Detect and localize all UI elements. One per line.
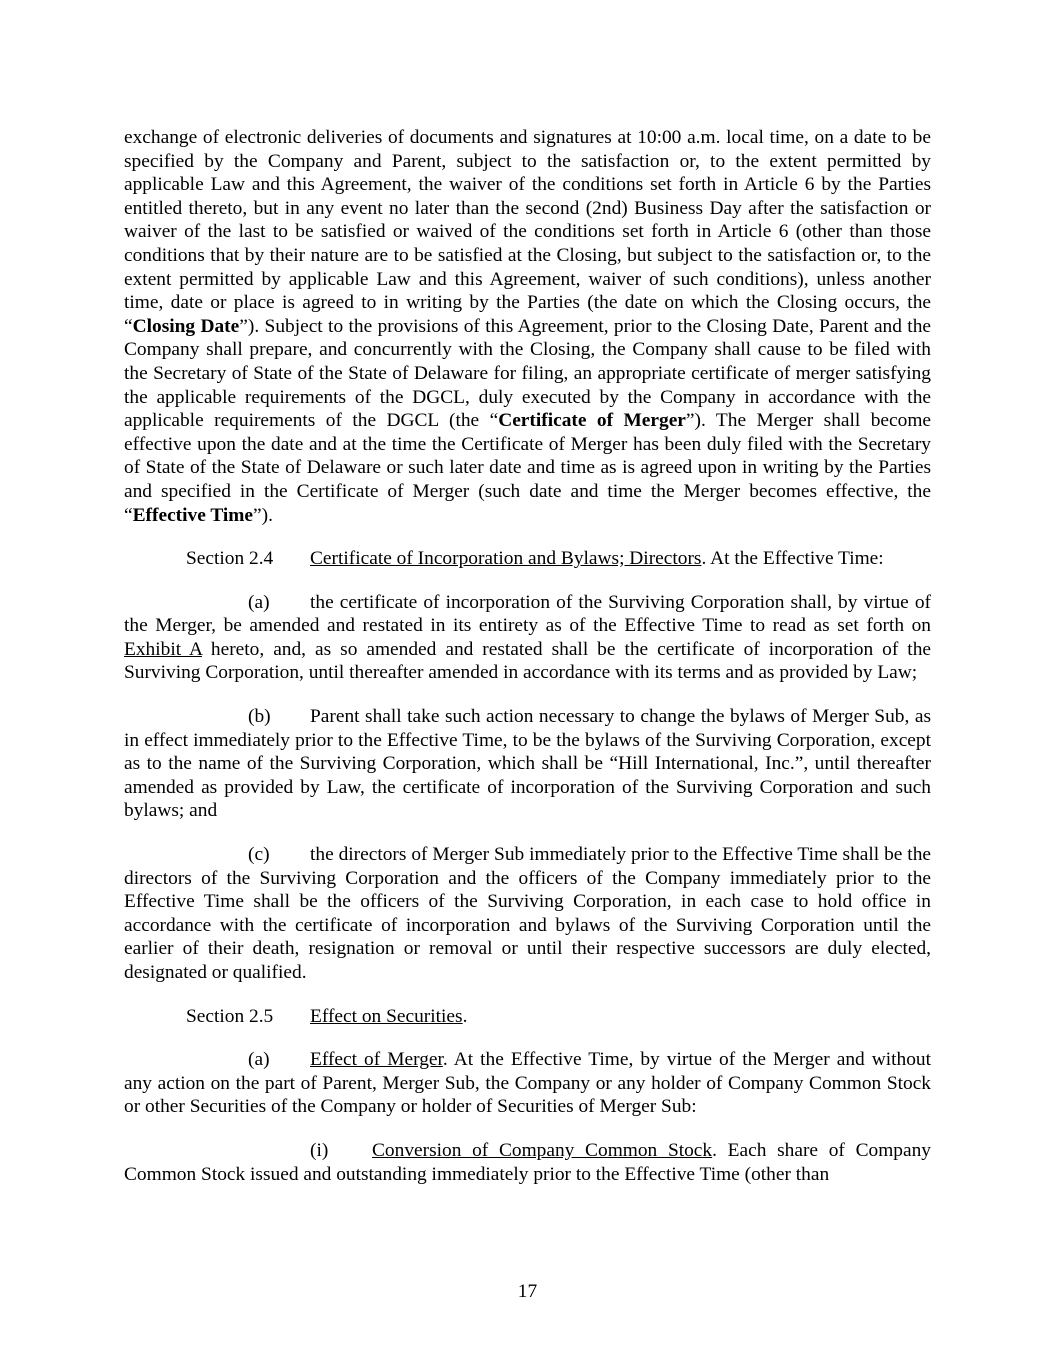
- closing-text-3: ”). The Merger shall become effective upon the date and at the time the Certificate of Merger has been duly filed with the Secretary of State of the State of Delaware or such later date and time as is agreed upon in writing by the Parties and specified in the Certificate of Merger (such date and time the Merger becomes effective, the “: [124, 410, 932, 526]
- section-2-4-a-label: (a): [248, 591, 270, 613]
- section-2-5-tail: .: [462, 1005, 468, 1027]
- section-2-4-a-paragraph: [124, 591, 931, 685]
- closing-text-1: exchange of electronic deliveries of documents and signatures at 10:00 a.m. local time, on a date to be specified by the Company and Parent, subject to the satisfaction or, to the extent permitted by applicable Law and this Agreement, the waiver of the conditions set forth in Article 6 by the Parties entitled thereto, but in any event no later than the second (2nd) Business Day after the satisfaction or waiver of the last to be satisfied or waived of the conditions set forth in Article 6 (other than those conditions that by their nature are to be satisfied at the Closing, but subject to the satisfaction or, to the extent permitted by applicable Law and this Agreement, waiver of such conditions), unless another time, date or place is agreed to in writing by the Parties (the date on which the Closing occurs, the “: [124, 127, 931, 337]
- section-2-4-c-text: the directors of Merger Sub immediately prior to the Effective Time shall be the directors of the Surviving Corporation and the officers of the Company immediately prior to the Effective Time shall be the officers of the Surviving Corporation, in each case to hold office in accordance with the certificate of incorporation and bylaws of the Surviving Corporation until the earlier of their death, resignation or removal or until their respective successors are duly elected, designated or qualified.: [124, 844, 931, 983]
- closing-text-4: ”).: [253, 504, 273, 526]
- section-2-5-title: Effect on Securities: [310, 1005, 463, 1027]
- section-2-4-number: Section 2.4: [186, 548, 274, 570]
- section-2-4-title: Certificate of Incorporation and Bylaws; Directors: [310, 548, 702, 570]
- section-2-4-a-text-2: hereto, and, as so amended and restated shall be the certificate of incorporation of the Surviving Corporation, until thereafter amended in accordance with its terms and as provided by Law;: [124, 638, 931, 684]
- closing-paragraph: [124, 126, 931, 527]
- section-2-5-a-title: Effect of Merger: [310, 1049, 443, 1071]
- closing-date-term: Closing Date: [132, 315, 240, 337]
- section-2-5-a-label: (a): [248, 1049, 270, 1071]
- section-2-5-a-i-text: . Each share of Company Common Stock issued and outstanding immediately prior to the Effective Time (other than: [124, 1139, 931, 1185]
- section-2-4-b-label: (b): [248, 706, 271, 728]
- section-2-4-b-text: Parent shall take such action necessary to change the bylaws of Merger Sub, as in effect immediately prior to the Effective Time, to be the bylaws of the Surviving Corporation, except as to the name of the Surviving Corporation, which shall be “Hill International, Inc.”, until thereafter amended as provided by Law, the certificate of incorporation of the Surviving Corporation and such bylaws; and: [124, 706, 931, 822]
- page-number: 17: [517, 1281, 538, 1302]
- section-2-5-a-i-paragraph: [124, 1139, 931, 1186]
- section-2-5-a-text: . At the Effective Time, by virtue of the Merger and without any action on the part of Parent, Merger Sub, the Company or any holder of Company Common Stock or other Securities of the Company or holder of Securities of Merger Sub:: [124, 1049, 932, 1118]
- section-2-4-heading: [124, 547, 931, 571]
- section-2-5-heading: [124, 1005, 931, 1029]
- section-2-4-a-text-1: the certificate of incorporation of the Surviving Corporation shall, by virtue of the Merger, be amended and restated in its entirety as of the Effective Time to read as set forth on: [124, 591, 931, 637]
- section-2-4-c-label: (c): [248, 844, 270, 866]
- document-body: [124, 126, 931, 1186]
- section-2-4-b-paragraph: [124, 705, 931, 823]
- section-2-5-number: Section 2.5: [186, 1005, 274, 1027]
- section-2-5-a-i-title: Conversion of Company Common Stock: [372, 1139, 713, 1161]
- section-2-5-a-paragraph: [124, 1048, 931, 1119]
- certificate-of-merger-term: Certificate of Merger: [498, 410, 686, 432]
- section-2-4-c-paragraph: [124, 843, 931, 985]
- section-2-4-tail: . At the Effective Time:: [701, 548, 884, 570]
- section-2-5-a-i-label: (i): [310, 1139, 329, 1161]
- effective-time-term: Effective Time: [132, 504, 254, 526]
- closing-text-2: ”). Subject to the provisions of this Agreement, prior to the Closing Date, Parent and the Company shall prepare, and concurrently with the Closing, the Company shall cause to be filed with the Secretary of State of the State of Delaware for filing, an appropriate certificate of merger satisfying the applicable requirements of the DGCL, duly executed by the Company in accordance with the applicable requirements of the DGCL (the “: [124, 315, 931, 432]
- exhibit-a-reference: Exhibit A: [124, 638, 202, 660]
